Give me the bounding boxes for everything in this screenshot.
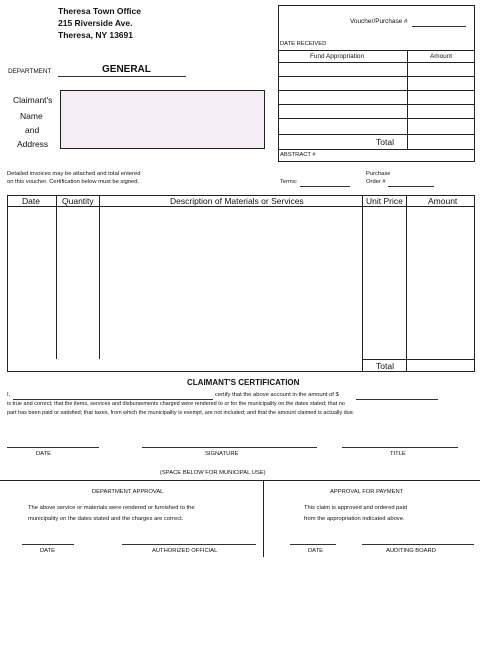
payment-text-1: This claim is approved and ordered paid <box>304 505 408 511</box>
fund-row-line <box>278 76 475 77</box>
cert-date-label: DATE <box>36 451 52 457</box>
voucher-number-field[interactable] <box>412 26 466 27</box>
cert-signature-label: SIGNATURE <box>205 451 239 457</box>
dept-approval-text-1: The above service or materials were rendered or furnished to the <box>28 505 195 511</box>
dept-date-field[interactable] <box>22 544 74 545</box>
dept-official-field[interactable] <box>122 544 256 545</box>
cert-name-field[interactable] <box>13 399 213 400</box>
fund-row-line <box>278 90 475 91</box>
invoice-note-2: on this voucher. Certification below must be signed. <box>7 179 140 185</box>
fund-row-line <box>278 104 475 105</box>
claimant-label-4: Address <box>17 139 49 149</box>
items-col-divider <box>362 195 363 372</box>
cert-title-label: TITLE <box>390 451 406 457</box>
col-quantity-header: Quantity <box>62 196 94 206</box>
purchase-order-field[interactable] <box>388 186 434 187</box>
items-table <box>7 195 475 372</box>
cert-date-field[interactable] <box>7 447 99 448</box>
municipal-divider <box>263 480 264 557</box>
col-amount-header: Amount <box>428 196 458 206</box>
purchase-order-label-1: Purchase <box>366 171 391 177</box>
date-received-label: DATE RECEIVED <box>280 41 327 47</box>
items-col-divider <box>99 195 100 359</box>
fund-appropriation-header: Fund Appropriation <box>310 53 365 60</box>
claimant-address-field[interactable] <box>60 90 265 149</box>
municipal-header: (SPACE BELOW FOR MUNICIPAL USE) <box>160 470 266 476</box>
dept-official-label: AUTHORIZED OFFICIAL <box>152 548 218 554</box>
department-value: GENERAL <box>102 64 151 75</box>
col-unit-price-header: Unit Price <box>366 196 403 206</box>
department-field-line <box>58 76 186 77</box>
payment-approval-title: APPROVAL FOR PAYMENT <box>330 489 404 495</box>
dept-date-label: DATE <box>40 548 56 554</box>
fund-total-label: Total <box>376 137 394 147</box>
terms-field[interactable] <box>300 186 350 187</box>
claimant-label-1: Claimant's <box>13 95 53 105</box>
payment-date-label: DATE <box>308 548 324 554</box>
org-name: Theresa Town Office <box>58 6 141 16</box>
cert-title-field[interactable] <box>342 447 458 448</box>
payment-board-label: AUDITING BOARD <box>386 548 436 554</box>
dept-approval-text-2: municipality on the dates stated and the charges are correct. <box>28 516 184 522</box>
voucher-label: Voucher/Purchase # <box>350 18 408 25</box>
fund-total-line <box>278 149 475 150</box>
purchase-order-label-2: Order # <box>366 179 386 185</box>
cert-line3: part has been paid or satisfied; that taxes, from which the municipality is exempt, are not included; and that the amount claimed is actually due. <box>7 410 355 416</box>
terms-label: Terms: <box>280 179 298 185</box>
voucher-divider <box>278 50 475 51</box>
items-total-label: Total <box>376 361 394 371</box>
cert-line1: certify that the above account in the amount of $ <box>215 392 339 398</box>
cert-prefix: I, <box>7 392 11 398</box>
items-col-divider <box>406 195 407 372</box>
cert-amount-field[interactable] <box>356 399 438 400</box>
department-label: DEPARTMENT <box>8 68 52 75</box>
items-total-line <box>362 359 475 360</box>
municipal-top-line <box>0 480 480 481</box>
abstract-label: ABSTRACT # <box>280 152 316 158</box>
fund-row-line <box>278 118 475 119</box>
payment-text-2: from the appropriation indicated above. <box>304 516 405 522</box>
invoice-note-1: Detailed invoices may be attached and total entered <box>7 171 141 177</box>
org-city: Theresa, NY 13691 <box>58 30 133 40</box>
claimant-label-3: and <box>25 125 40 135</box>
col-date-header: Date <box>22 196 40 206</box>
certification-title: CLAIMANT'S CERTIFICATION <box>187 378 300 387</box>
org-street: 215 Riverside Ave. <box>58 18 133 28</box>
cert-line2: is true and correct; that the items, services and disbursements charged were rendered to or for the municipality on the dates stated; that no <box>7 401 345 407</box>
payment-date-field[interactable] <box>290 544 336 545</box>
dept-approval-title: DEPARTMENT APPROVAL <box>92 489 164 495</box>
fund-row-line <box>278 134 475 135</box>
cert-signature-field[interactable] <box>142 447 317 448</box>
payment-board-field[interactable] <box>362 544 474 545</box>
fund-row-line <box>278 62 475 63</box>
items-header-line <box>7 206 475 207</box>
items-col-divider <box>56 195 57 359</box>
fund-amount-header: Amount <box>430 53 453 60</box>
col-description-header: Description of Materials or Services <box>170 196 304 206</box>
claimant-label-2: Name <box>20 111 43 121</box>
